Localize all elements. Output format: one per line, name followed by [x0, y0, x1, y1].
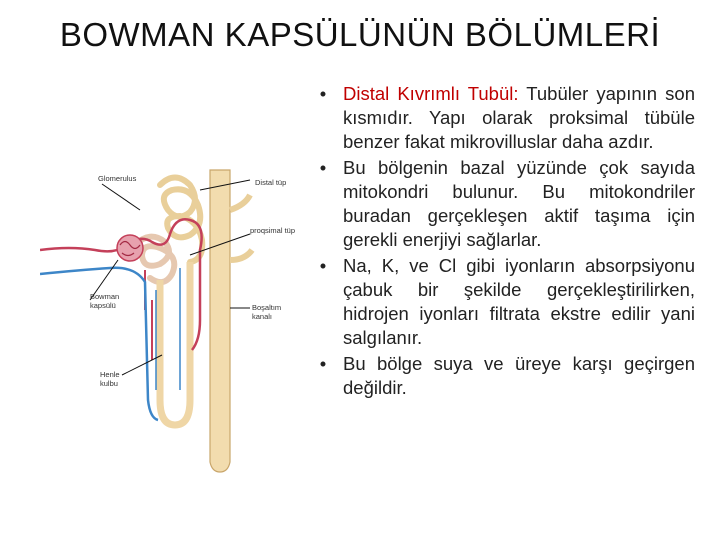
- bullet-dot: •: [319, 83, 327, 104]
- bullet-dot: •: [319, 255, 327, 276]
- slide-title: BOWMAN KAPSÜLÜNÜN BÖLÜMLERİ: [59, 16, 661, 53]
- label-proksimal-tup: proqsimal tüp: [250, 226, 296, 235]
- bullet-dot: •: [319, 353, 327, 374]
- bullet-item: [310, 254, 695, 350]
- nephron-diagram: [40, 150, 300, 480]
- label-distal-tup: Distal tüp: [255, 178, 287, 187]
- bullet-item: [310, 352, 695, 400]
- bullet-list: [310, 82, 695, 402]
- bullet-text: Bu bölgenin bazal yüzünde çok sayıda mitokondri bulunur. Bu mitokondriler buradan gerçekleşen aktif taşıma için gerekli enerjiyi sağlarlar.: [343, 157, 695, 250]
- bullet-text: Tubüler yapının son kısmıdır. Yapı olarak proksimal tübüle benzer fakat mikrovilluslar daha azdır.: [343, 83, 695, 152]
- bullet-text: Na, K, ve Cl gibi iyonların absorpsiyonu çabuk bir şekilde gerçekleştirilirken, hidrojen iyonları filtrata ekstre edilir yani salgılanır.: [343, 255, 695, 348]
- label-henle-kulbu: Henle kulbu: [100, 370, 120, 388]
- bullet-text: Bu bölge suya ve üreye karşı geçirgen değildir.: [343, 353, 695, 398]
- bullet-item: [310, 82, 695, 154]
- bullet-dot: •: [319, 157, 327, 178]
- bullet-item: [310, 156, 695, 252]
- label-bosaltim-kanali: Boşaltım kanalı: [252, 303, 282, 321]
- label-bowman-kapsulu: Bowman kapsülü: [90, 292, 120, 310]
- bullet-term: Distal Kıvrımlı Tubül:: [343, 83, 519, 104]
- label-glomerulus: Glomerulus: [98, 174, 137, 183]
